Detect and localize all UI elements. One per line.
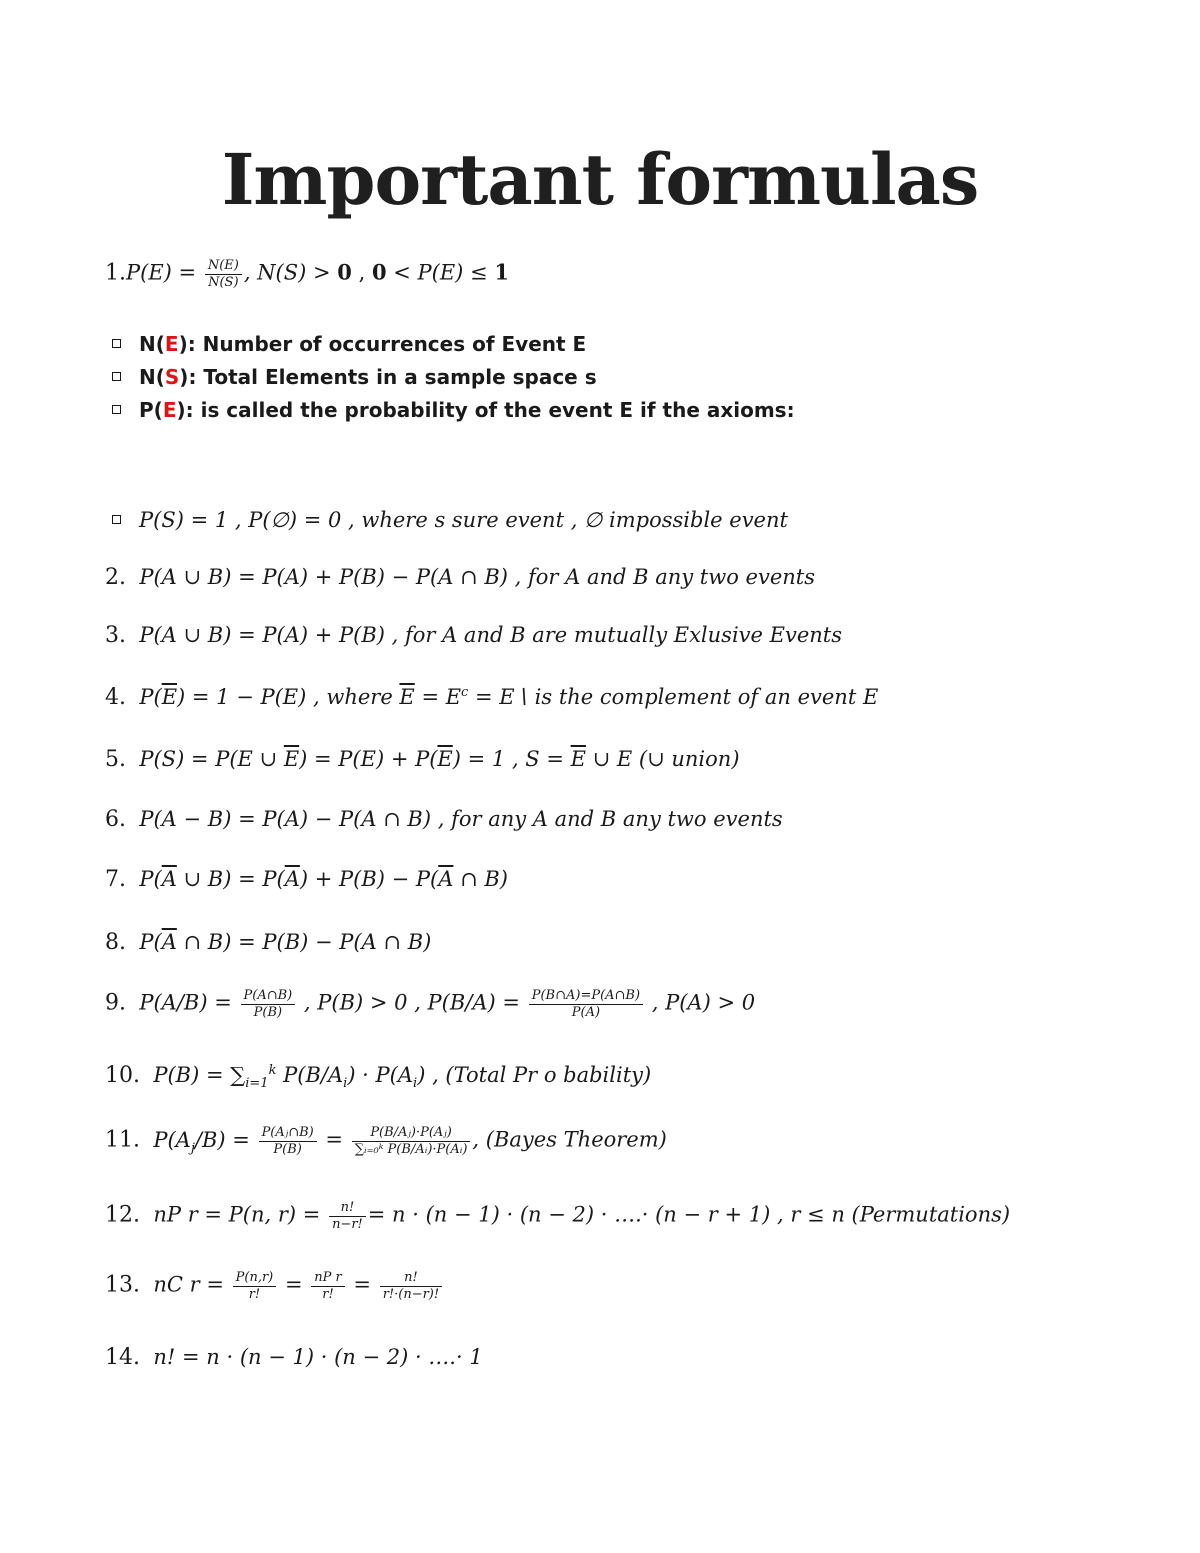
- formula-lhs: nP r = P(n, r) =: [153, 1202, 321, 1227]
- formula-text: , N(S) >: [243, 260, 338, 285]
- formula-bold: 0: [337, 259, 352, 285]
- fraction-numerator: P(B∩A)=P(A∩B): [529, 988, 643, 1005]
- complement-symbol: $\overline{A}$: [284, 867, 300, 891]
- formula-text: P(A ∪ B) = P(A) + P(B) − P(A ∩ B) , for A and B any two events: [139, 565, 815, 589]
- formula-11: [105, 1125, 667, 1157]
- formula-text: $P(\overline{E}) = 1 - P(E)$ , where $\overline{E} = E^c$ = E∖ is the complement of an event E: [139, 685, 879, 709]
- formula-number: 7.: [105, 867, 126, 892]
- fraction-numerator: P(Aⱼ∩B): [259, 1125, 317, 1142]
- fraction-denominator: P(B): [253, 1004, 283, 1020]
- complement-symbol: $\overline{A}$: [161, 930, 177, 954]
- fraction: [233, 1270, 277, 1302]
- formula-3: [105, 623, 842, 648]
- formula-number: 2.: [105, 565, 126, 590]
- formula-number: 6.: [105, 807, 126, 832]
- bullet-text: ): Number of occurrences of Event E: [178, 332, 587, 356]
- list-item: [112, 396, 795, 429]
- square-bullet-icon: [112, 372, 121, 381]
- square-bullet-icon: [112, 339, 121, 348]
- formula-lhs: $P(A_j/B)$ =: [153, 1127, 250, 1156]
- axiom-line: [112, 508, 788, 532]
- formula-number: 14.: [105, 1345, 140, 1370]
- formula-number: 5.: [105, 747, 126, 772]
- page-title: Important formulas: [221, 138, 979, 221]
- fraction-denominator: N(S): [208, 274, 239, 290]
- formula-5: [105, 747, 740, 772]
- bullet-text: ): is called the probability of the event E if the axioms:: [176, 398, 795, 422]
- formula-text: P(A ∪ B) = P(A) + P(B) , for A and B are mutually Exlusive Events: [139, 623, 842, 647]
- formula-text: n! = n · (n − 1) · (n − 2) · ….· 1: [153, 1345, 483, 1369]
- definition-list: [112, 330, 795, 429]
- fraction-numerator: P(n,r): [233, 1270, 277, 1287]
- fraction-denominator: n−r!: [332, 1216, 363, 1232]
- formula-text: P(A − B) = P(A) − P(A ∩ B) , for any A and B any two events: [139, 807, 783, 831]
- fraction: [352, 1125, 471, 1157]
- formula-text: , P(B) > 0 , P(B/A) =: [297, 990, 521, 1015]
- formula-bold: 1: [494, 259, 509, 285]
- formula-lhs: P(A/B) =: [139, 990, 232, 1015]
- formula-lhs: nC r =: [153, 1272, 224, 1297]
- complement-symbol: $\overline{A}$: [161, 867, 177, 891]
- formula-text: =: [325, 1127, 344, 1152]
- complement-symbol: $\overline{E}$: [161, 685, 178, 709]
- fraction: [529, 988, 643, 1020]
- formula-14: [105, 1345, 483, 1370]
- bullet-highlight: S: [164, 365, 180, 389]
- fraction: [241, 988, 296, 1020]
- fraction-denominator: P(A): [571, 1004, 601, 1020]
- formula-text: =: [284, 1272, 303, 1297]
- fraction-denominator: r!: [322, 1286, 334, 1302]
- formula-text: $P(\overline{A}$ ∪ $B) = P(\overline{A}) + P(B) - P(\overline{A}$ ∩ B): [139, 867, 508, 891]
- bullet-highlight: E: [164, 332, 179, 356]
- square-bullet-icon: [112, 515, 121, 524]
- fraction: [259, 1125, 317, 1157]
- formula-lhs: P(E) =: [126, 260, 197, 285]
- bullet-prefix: N(: [139, 365, 165, 389]
- formula-number: 4.: [105, 685, 126, 710]
- formula-text: $P(\overline{A}$ ∩ B) = P(B) − P(A ∩ B): [139, 930, 432, 954]
- formula-text: , P(A) > 0: [645, 990, 756, 1015]
- formula-number: 10.: [105, 1063, 140, 1088]
- list-item: [112, 330, 795, 363]
- square-bullet-icon: [112, 405, 121, 414]
- fraction-numerator: N(E): [205, 258, 242, 275]
- formula-text: < P(E) ≤: [386, 260, 495, 285]
- formula-number: 9.: [105, 990, 126, 1016]
- formula-9: [105, 988, 755, 1020]
- list-item: [112, 363, 795, 396]
- formula-7: [105, 867, 508, 892]
- formula-text: = n · (n − 1) · (n − 2) · ….· (n − r + 1) , r ≤ n (Permutations): [367, 1202, 1011, 1227]
- fraction-numerator: n!: [380, 1270, 442, 1287]
- fraction: [205, 258, 242, 290]
- formula-1: [105, 258, 509, 290]
- fraction-numerator: P(B/Aⱼ)·P(Aⱼ): [352, 1125, 471, 1142]
- fraction: [329, 1200, 366, 1232]
- formula-12: [105, 1200, 1010, 1232]
- fraction-denominator: r!·(n−r)!: [382, 1286, 440, 1302]
- complement-symbol: $\overline{E}$: [570, 747, 586, 771]
- fraction-numerator: nP r: [311, 1270, 344, 1287]
- formula-bold: 0: [371, 259, 387, 285]
- fraction-numerator: n!: [329, 1200, 366, 1217]
- axiom-text: P(S) = 1 , P(∅) = 0 , where s sure event , ∅ impossible event: [139, 508, 788, 532]
- fraction-denominator: P(B): [273, 1141, 302, 1157]
- fraction-numerator: P(A∩B): [241, 988, 296, 1005]
- formula-text: , (Bayes Theorem): [472, 1127, 667, 1152]
- fraction-denominator: r!: [248, 1286, 261, 1302]
- formula-text: ,: [351, 260, 372, 285]
- complement-symbol: $\overline{E}$: [399, 685, 415, 709]
- bullet-prefix: N(: [139, 332, 165, 356]
- fraction: [380, 1270, 442, 1302]
- complement-symbol: $\overline{E}$: [283, 747, 300, 771]
- formula-number: 12.: [105, 1202, 140, 1228]
- formula-text: $P(B) = \sum_{i=1}^k$ $P(B/A_i) \cdot P(A_i)$ , (Total Pr o bability): [153, 1063, 652, 1092]
- formula-number: 13.: [105, 1272, 140, 1298]
- complement-symbol: $\overline{A}$: [438, 867, 454, 891]
- formula-number: 3.: [105, 623, 126, 648]
- formula-13: [105, 1270, 444, 1302]
- formula-number: 1.: [105, 260, 126, 286]
- bullet-highlight: E: [162, 398, 177, 422]
- fraction: [311, 1270, 344, 1302]
- fraction-denominator: ∑ᵢ₌₀ᵏ P(B/Aᵢ)·P(Aᵢ): [354, 1141, 468, 1157]
- formula-text: =: [353, 1272, 371, 1297]
- bullet-text: ): Total Elements in a sample space s: [179, 365, 597, 389]
- formula-number: 8.: [105, 930, 126, 955]
- formula-text: P(S) = P(E ∪ $\overline{E}) = P(E) + P(\overline{E}) = 1$ , $S = \overline{E}$ ∪ E (∪ union): [139, 747, 740, 771]
- formula-6: [105, 807, 783, 832]
- formula-2: [105, 565, 815, 590]
- formula-10: [105, 1063, 651, 1091]
- formula-8: [105, 930, 431, 955]
- formula-number: 11.: [105, 1127, 140, 1153]
- complement-symbol: $\overline{E}$: [437, 747, 453, 771]
- bullet-prefix: P(: [139, 398, 163, 422]
- formula-4: [105, 685, 878, 710]
